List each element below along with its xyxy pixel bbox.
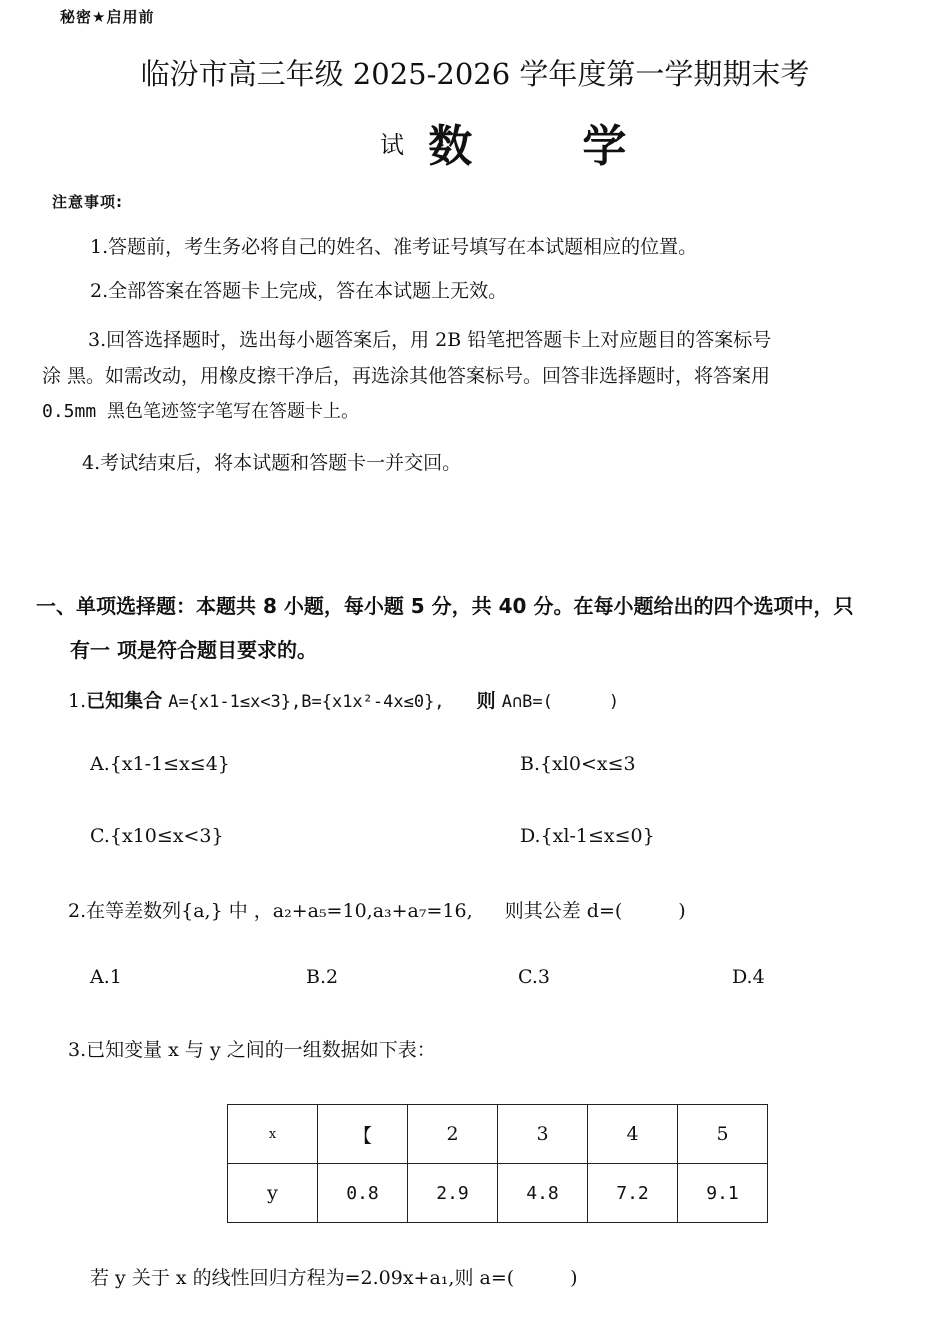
note-item: 1.答题前，考生务必将自己的姓名、准考证号填写在本试题相应的位置。 bbox=[90, 236, 698, 258]
table-row bbox=[228, 1164, 768, 1223]
question-sets: A={x1-1≤x<3},B={x1x²-4x≤0}, bbox=[168, 692, 445, 712]
question-3: 3.已知变量 x 与 y 之间的一组数据如下表： bbox=[68, 1039, 436, 1061]
notes-heading: 注意事项: bbox=[52, 193, 123, 211]
section-heading-cont: 有一 项是符合题目要求的。 bbox=[70, 638, 317, 662]
answer-paren-close: ) bbox=[570, 1267, 578, 1289]
option-a: A.1 bbox=[90, 966, 122, 988]
table-cell: 4.8 bbox=[498, 1164, 588, 1223]
table-row bbox=[228, 1105, 768, 1164]
question-3-tail bbox=[90, 1263, 578, 1290]
title-continuation: 试 bbox=[380, 131, 404, 159]
option-b: B.{xl0<x≤3 bbox=[520, 753, 636, 775]
table-cell: 9.1 bbox=[678, 1164, 768, 1223]
table-header-y: y bbox=[228, 1164, 318, 1223]
option-a: A.{x1-1≤x≤4} bbox=[90, 753, 230, 775]
question-ask: 则其公差 d=( bbox=[504, 900, 623, 922]
data-table bbox=[227, 1104, 768, 1223]
question-2 bbox=[68, 896, 686, 923]
note-item: 2.全部答案在答题卡上完成，答在本试题上无效。 bbox=[90, 280, 508, 302]
answer-paren-close: ) bbox=[608, 692, 620, 712]
question-number: 1. bbox=[68, 690, 87, 712]
table-cell: 2 bbox=[408, 1105, 498, 1164]
table-cell: 【 bbox=[318, 1105, 408, 1164]
answer-paren-close: ) bbox=[678, 900, 686, 922]
confidential-label: 秘密★启用前 bbox=[60, 8, 155, 26]
table-cell: 3 bbox=[498, 1105, 588, 1164]
exam-subject bbox=[380, 110, 626, 174]
question-lead: 已知集合 bbox=[86, 690, 163, 712]
note-item: 涂 黑。如需改动，用橡皮擦干净后，再选涂其他答案标号。回答非选择题时，将答案用 bbox=[42, 365, 771, 387]
question-text: 2.在等差数列{a,} 中 ，a₂+a₅=10,a₃+a₇=16, bbox=[68, 900, 473, 922]
note-item: 3.回答选择题时，选出每小题答案后，用 2B 铅笔把答题卡上对应题目的答案标号 bbox=[88, 329, 772, 351]
section-heading: 一、单项选择题：本题共 8 小题，每小题 5 分，共 40 分。在每小题给出的四个选项中，只 bbox=[36, 594, 854, 618]
note-item: 0.5mm 黑色笔迹签字笔写在答题卡上。 bbox=[42, 401, 360, 422]
table-cell: 4 bbox=[588, 1105, 678, 1164]
subject-char-2: 学 bbox=[582, 121, 627, 172]
question-text: 若 y 关于 x 的线性回归方程为=2.09x+a₁,则 a=( bbox=[90, 1267, 515, 1289]
option-d: D.4 bbox=[732, 966, 765, 988]
option-c: C.{x10≤x<3} bbox=[90, 825, 224, 847]
table-cell: 0.8 bbox=[318, 1164, 408, 1223]
option-c: C.3 bbox=[518, 966, 550, 988]
question-expr: A∩B=( bbox=[501, 692, 553, 712]
exam-title: 临汾市高三年级 2025-2026 学年度第一学期期末考 bbox=[140, 57, 810, 91]
subject-char-1: 数 bbox=[428, 121, 473, 172]
table-header-x: x bbox=[228, 1105, 318, 1164]
table-cell: 7.2 bbox=[588, 1164, 678, 1223]
table-cell: 5 bbox=[678, 1105, 768, 1164]
option-d: D.{xl-1≤x≤0} bbox=[520, 825, 655, 847]
table-cell: 2.9 bbox=[408, 1164, 498, 1223]
note-item: 4.考试结束后，将本试题和答题卡一并交回。 bbox=[82, 452, 462, 474]
question-ask: 则 bbox=[476, 690, 496, 712]
option-b: B.2 bbox=[306, 966, 339, 988]
question-1 bbox=[68, 686, 619, 713]
